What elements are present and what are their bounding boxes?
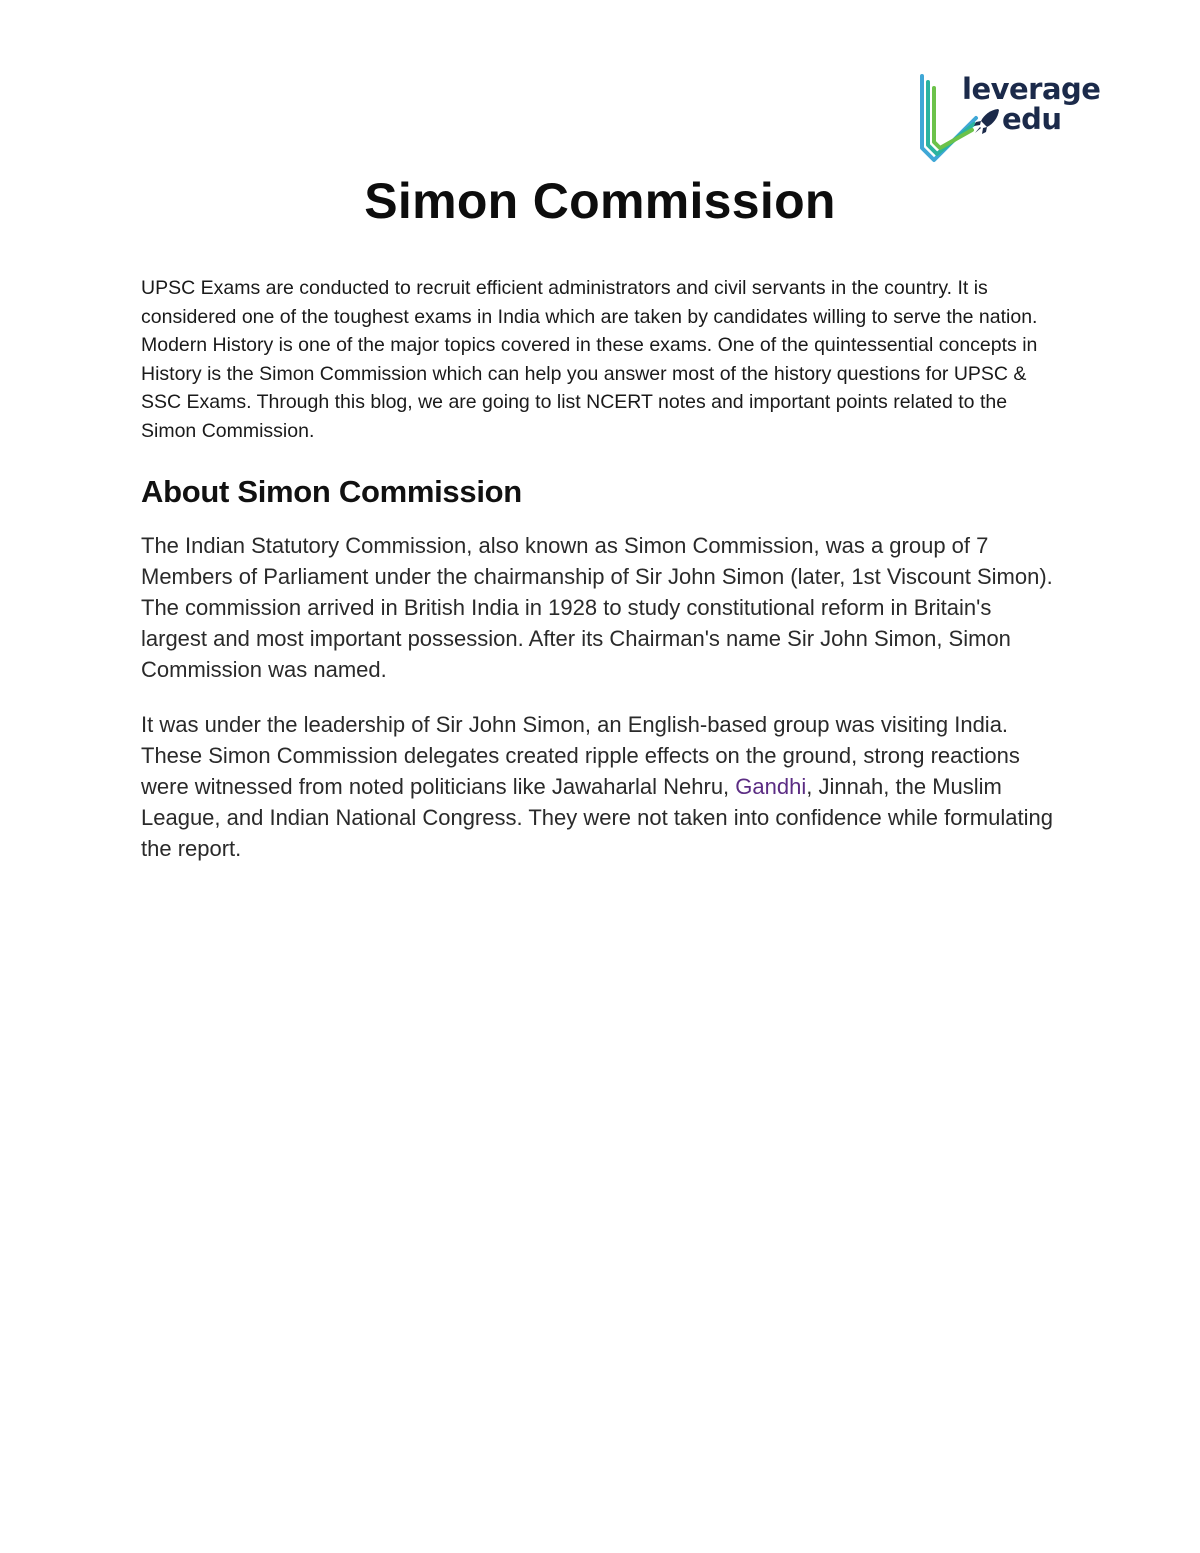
page-title: Simon Commission	[364, 173, 836, 229]
logo-wordmark-edu: edu	[1002, 102, 1062, 136]
logo-wordmark-leverage: leverage	[962, 72, 1101, 106]
about-paragraph-1: The Indian Statutory Commission, also known as Simon Commission, was a group of 7 Members of Parliament under the chairmanship of Sir John Simon (later, 1st Viscount Simon). The commission arrived in British India in 1928 to study constitutional reform in Britain's largest and most important possession. After its Chairman's name Sir John Simon, Simon Commission was named.	[141, 533, 1053, 682]
gandhi-link[interactable]: Gandhi	[735, 774, 807, 799]
rocket-icon	[972, 106, 1002, 136]
about-paragraph-2	[141, 709, 1061, 864]
intro-paragraph: UPSC Exams are conducted to recruit efficient administrators and civil servants in the country. It is considered one of the toughest exams in India which are taken by candidates willing to serve the nation. Modern History is one of the major topics covered in these exams. One of the quintessential concepts in History is the Simon Commission which can help you answer most of the history questions for UPSC & SSC Exams. Through this blog, we are going to list NCERT notes and important points related to the Simon Commission.	[141, 277, 1038, 442]
paragraph-text: It was under the leadership of Sir John Simon, an English-based group was visiting India. These Simon Commission delegates created ripple effects on the ground, strong reactions were witnessed from noted politicians like Jawaharlal Nehru,	[141, 712, 1020, 799]
paragraph-text: , Jinnah, the Muslim League, and Indian National Congress. They were not taken into confidence while formulating the report.	[141, 774, 1053, 861]
leverage-edu-logo	[916, 70, 1106, 170]
section-heading: About Simon Commission	[141, 474, 522, 509]
